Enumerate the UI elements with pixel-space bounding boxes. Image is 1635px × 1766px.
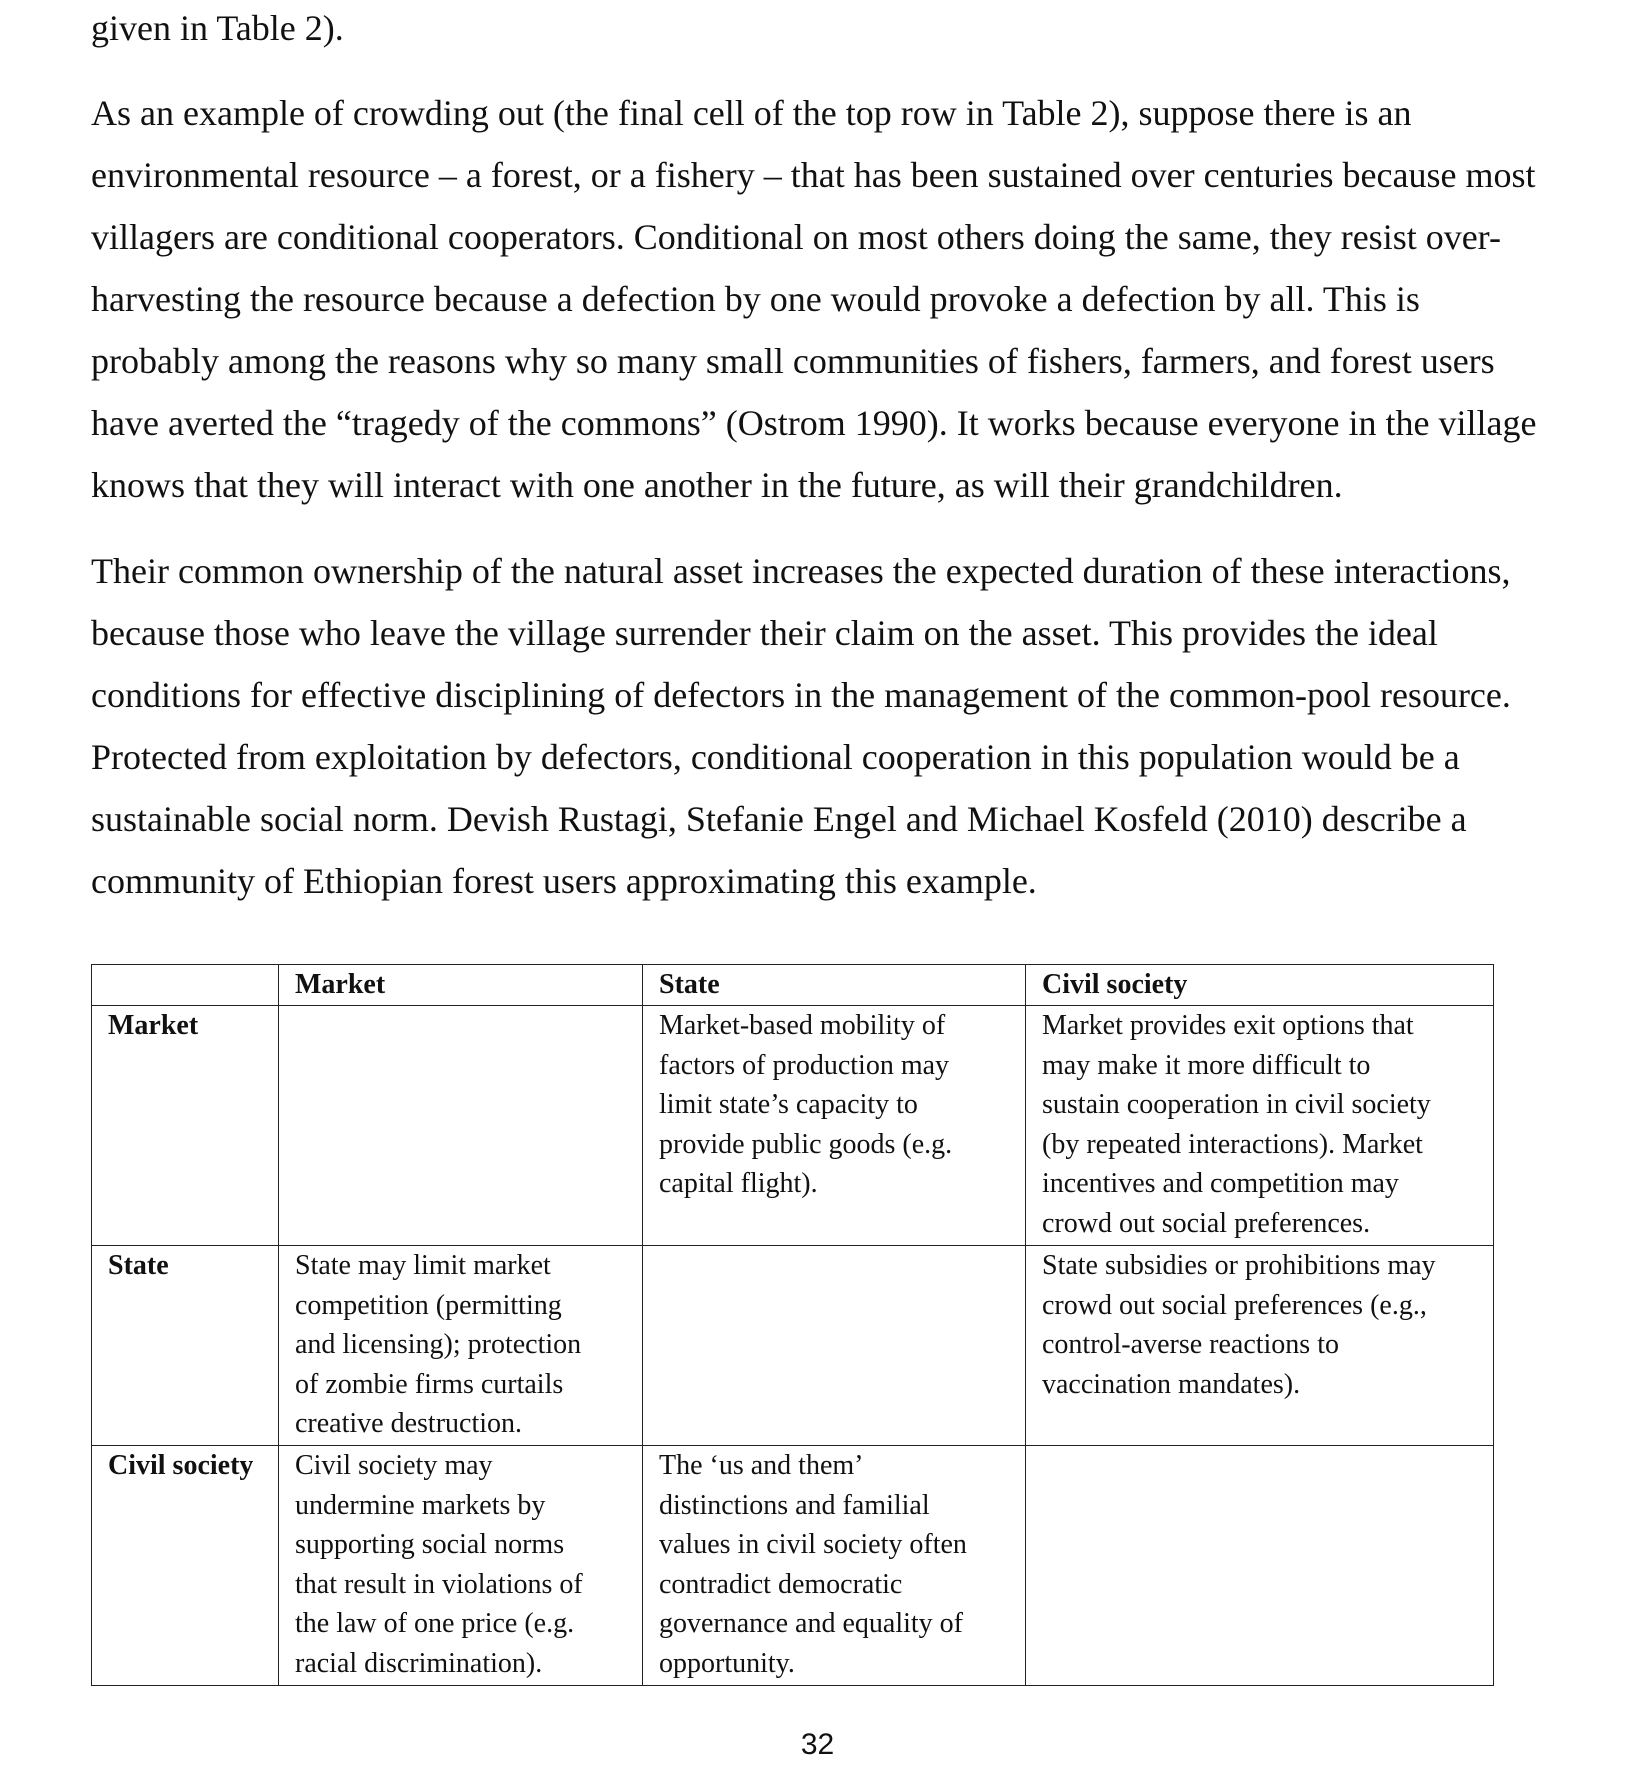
cell-market-market [279,1006,643,1246]
cell-state-market: State may limit market competition (permitting and licensing); protection of zombie firms curtails creative destruction. [279,1246,643,1446]
column-header-state: State [643,965,1026,1006]
row-header-civil-society: Civil society [92,1446,279,1686]
cell-civil-society-market: Civil society may undermine markets by supporting social norms that result in violations of the law of one price (e.g. racial discrimination). [279,1446,643,1686]
cell-state-civil-society: State subsidies or prohibitions may crowd out social preferences (e.g., control-averse reactions to vaccination mandates). [1026,1246,1494,1446]
table-row-market [92,1006,1494,1246]
paragraph-crowding-out-example: As an example of crowding out (the final cell of the top row in Table 2), suppose there is an environmental resource – a forest, or a fishery – that has been sustained over centuries because most villagers are conditional cooperators. Conditional on most others doing the same, they resist over- harvesting the resource because a defection by one would provoke a defection by all. This is probably among the reasons why so many small communities of fishers, farmers, and forest users have averted the “tragedy of the commons” (Ostrom 1990). It works because everyone in the village knows that they will interact with one another in the future, as will their grandchildren. [91,93,1537,505]
column-header-market: Market [279,965,643,1006]
page-number: 32 [800,1728,835,1761]
interaction-table [91,964,1494,1686]
table-header-row [92,965,1494,1006]
row-header-state: State [92,1246,279,1446]
cell-civil-society-state: The ‘us and them’ distinctions and familial values in civil society often contradict democratic governance and equality of opportunity. [643,1446,1026,1686]
cell-civil-society-civil-society [1026,1446,1494,1686]
cell-state-state [643,1246,1026,1446]
column-header-civil-society: Civil society [1026,965,1494,1006]
table-row-state [92,1246,1494,1446]
table-corner-cell [92,965,279,1006]
cell-market-state: Market-based mobility of factors of production may limit state’s capacity to provide public goods (e.g. capital flight). [643,1006,1026,1246]
table-row-civil-society [92,1446,1494,1686]
cell-market-civil-society: Market provides exit options that may make it more difficult to sustain cooperation in civil society (by repeated interactions). Market incentives and competition may crowd out social preferences. [1026,1006,1494,1246]
paragraph-common-ownership: Their common ownership of the natural asset increases the expected duration of these interactions, because those who leave the village surrender their claim on the asset. This provides the ideal conditions for effective disciplining of defectors in the management of the common-pool resource. Protected from exploitation by defectors, conditional cooperation in this population would be a sustainable social norm. Devish Rustagi, Stefanie Engel and Michael Kosfeld (2010) describe a community of Ethiopian forest users approximating this example. [91,551,1511,901]
paragraph-intro-fragment: given in Table 2). [91,8,344,48]
row-header-market: Market [92,1006,279,1246]
